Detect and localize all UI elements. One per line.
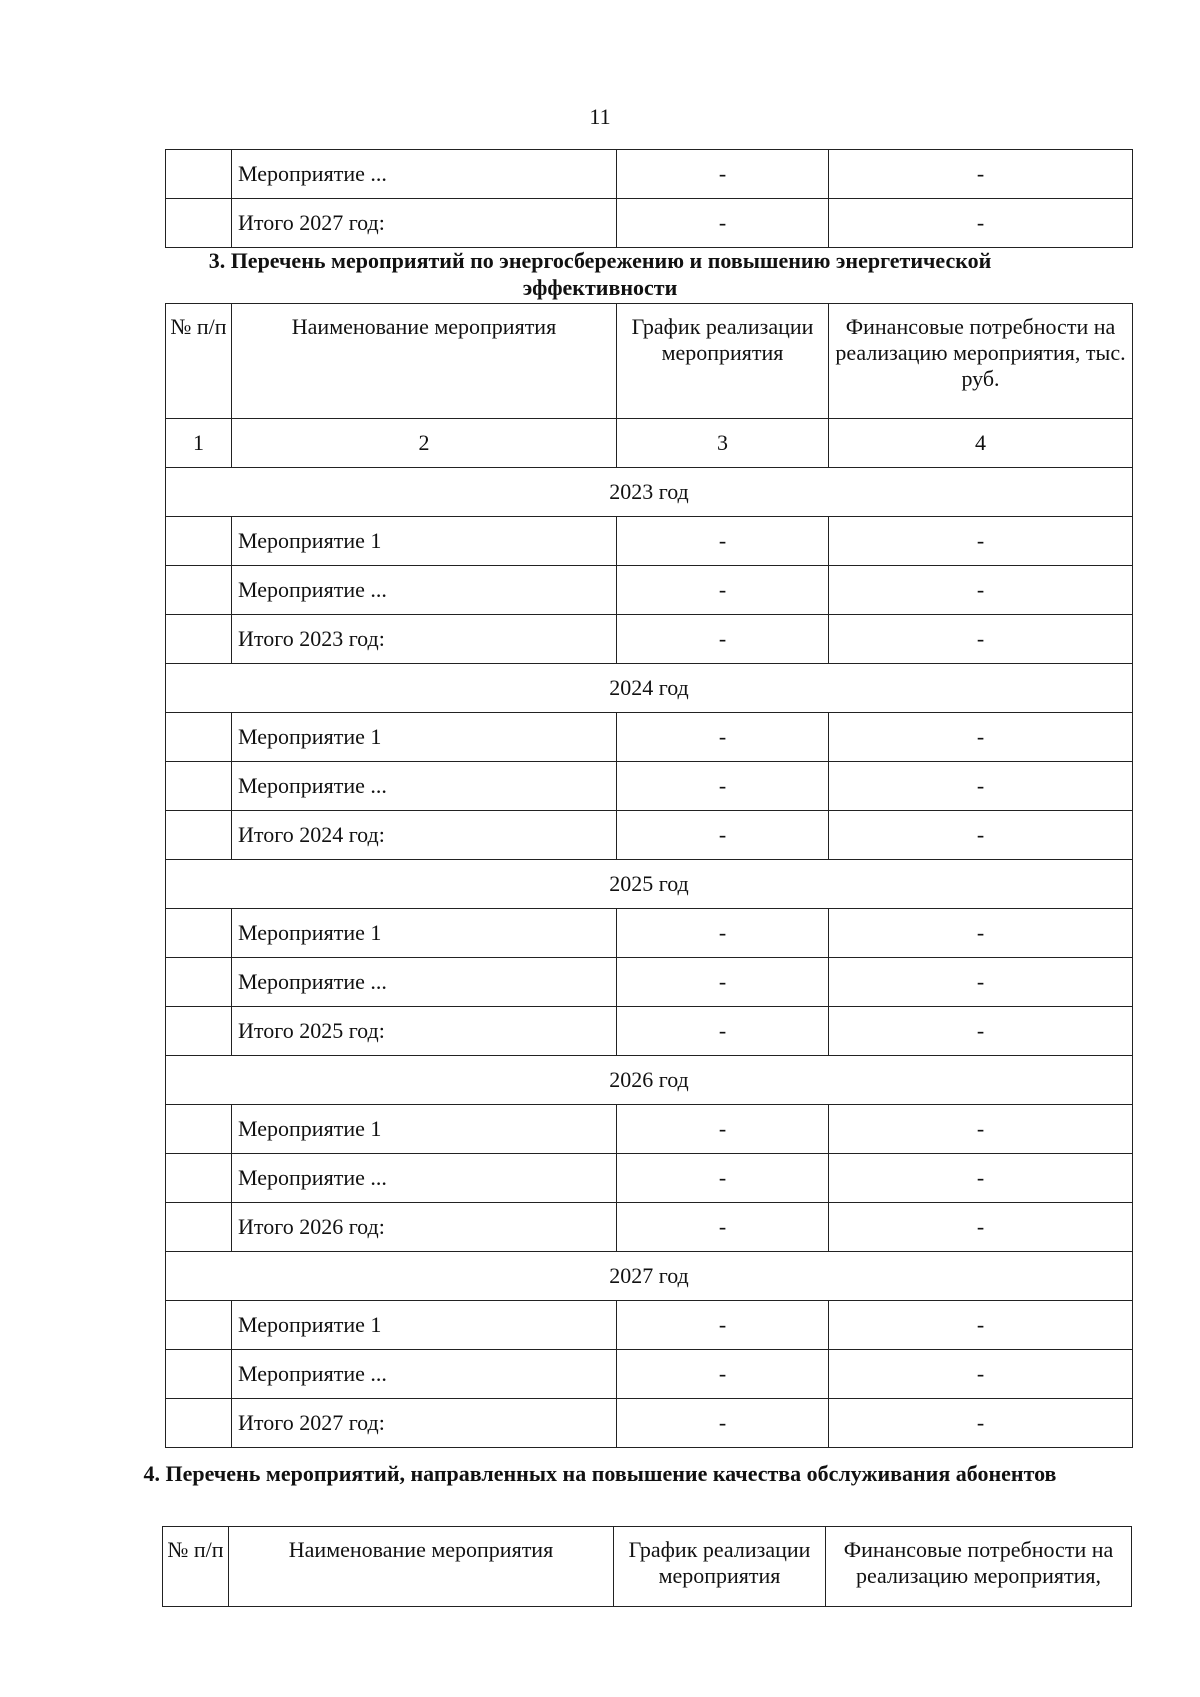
cell-schedule: - — [617, 1203, 829, 1252]
year-group-row — [166, 1056, 1133, 1105]
cell-num — [166, 1350, 232, 1399]
header-finance: Финансовые потребности на реализацию мероприятия, тыс. руб. — [829, 304, 1133, 419]
header-schedule: График реализации мероприятия — [617, 304, 829, 419]
cell-num — [166, 1301, 232, 1350]
year-label: 2023 год — [166, 468, 1133, 517]
cell-schedule: - — [617, 1154, 829, 1203]
year-group-row — [166, 860, 1133, 909]
table-row — [166, 1350, 1133, 1399]
section-4-title: 4. Перечень мероприятий, направленных на повышение качества обслуживания абонентов — [143, 1461, 1057, 1486]
column-number: 3 — [617, 419, 829, 468]
year-group-row — [166, 664, 1133, 713]
cell-num — [166, 1007, 232, 1056]
cell-finance: - — [829, 150, 1133, 199]
cell-schedule: - — [617, 615, 829, 664]
column-number: 2 — [232, 419, 617, 468]
cell-schedule: - — [617, 199, 829, 248]
cell-name: Итого 2025 год: — [232, 1007, 617, 1056]
cell-name: Итого 2024 год: — [232, 811, 617, 860]
cell-finance: - — [829, 1105, 1133, 1154]
cell-schedule: - — [617, 909, 829, 958]
cell-num — [166, 1203, 232, 1252]
table-row — [166, 517, 1133, 566]
cell-schedule: - — [617, 1105, 829, 1154]
table-row — [166, 762, 1133, 811]
year-label: 2026 год — [166, 1056, 1133, 1105]
year-label: 2025 год — [166, 860, 1133, 909]
table-row — [166, 199, 1133, 248]
cell-name: Итого 2027 год: — [232, 1399, 617, 1448]
cell-num — [166, 517, 232, 566]
cell-schedule: - — [617, 1399, 829, 1448]
cell-finance: - — [829, 762, 1133, 811]
cell-schedule: - — [617, 1350, 829, 1399]
cell-num — [166, 1399, 232, 1448]
cell-schedule: - — [617, 517, 829, 566]
cell-num — [166, 909, 232, 958]
cell-schedule: - — [617, 1301, 829, 1350]
header-num: № п/п — [163, 1527, 229, 1607]
top-table-body — [166, 150, 1133, 248]
cell-schedule: - — [617, 958, 829, 1007]
top-continuation-table — [165, 149, 1133, 248]
table-row — [166, 811, 1133, 860]
section-4-table — [162, 1526, 1132, 1607]
cell-finance: - — [829, 199, 1133, 248]
header-finance: Финансовые потребности на реализацию мероприятия, — [826, 1527, 1132, 1607]
header-name: Наименование мероприятия — [229, 1527, 614, 1607]
cell-finance: - — [829, 1350, 1133, 1399]
cell-finance: - — [829, 713, 1133, 762]
section-3-table — [165, 303, 1133, 1448]
cell-schedule: - — [617, 566, 829, 615]
table-row — [166, 566, 1133, 615]
cell-finance: - — [829, 566, 1133, 615]
cell-num — [166, 150, 232, 199]
cell-finance: - — [829, 1301, 1133, 1350]
table-row — [166, 1105, 1133, 1154]
column-number: 1 — [166, 419, 232, 468]
cell-finance: - — [829, 1007, 1133, 1056]
table-row — [166, 713, 1133, 762]
header-row — [163, 1527, 1132, 1607]
cell-finance: - — [829, 1203, 1133, 1252]
cell-name: Мероприятие 1 — [232, 713, 617, 762]
cell-finance: - — [829, 811, 1133, 860]
cell-name: Мероприятие ... — [232, 1350, 617, 1399]
cell-num — [166, 1105, 232, 1154]
cell-finance: - — [829, 958, 1133, 1007]
cell-num — [166, 615, 232, 664]
cell-finance: - — [829, 517, 1133, 566]
cell-name: Мероприятие 1 — [232, 909, 617, 958]
cell-name: Мероприятие ... — [232, 150, 617, 199]
year-label: 2027 год — [166, 1252, 1133, 1301]
cell-num — [166, 199, 232, 248]
table-row — [166, 1399, 1133, 1448]
column-number: 4 — [829, 419, 1133, 468]
cell-num — [166, 958, 232, 1007]
table-row — [166, 909, 1133, 958]
cell-finance: - — [829, 1154, 1133, 1203]
cell-name: Мероприятие 1 — [232, 517, 617, 566]
cell-schedule: - — [617, 811, 829, 860]
cell-finance: - — [829, 615, 1133, 664]
table-row — [166, 1203, 1133, 1252]
section-3-title: 3. Перечень мероприятий по энергосбережению и повышению энергетической эффективности — [208, 248, 992, 300]
cell-name: Итого 2026 год: — [232, 1203, 617, 1252]
cell-num — [166, 713, 232, 762]
cell-schedule: - — [617, 1007, 829, 1056]
header-num: № п/п — [166, 304, 232, 419]
table-row — [166, 1007, 1133, 1056]
cell-name: Итого 2023 год: — [232, 615, 617, 664]
page-number: 11 — [589, 104, 611, 129]
cell-num — [166, 566, 232, 615]
table-row — [166, 958, 1133, 1007]
cell-name: Мероприятие 1 — [232, 1301, 617, 1350]
cell-name: Мероприятие ... — [232, 958, 617, 1007]
cell-name: Мероприятие 1 — [232, 1105, 617, 1154]
cell-finance: - — [829, 909, 1133, 958]
section-4-table-body — [163, 1527, 1132, 1607]
cell-num — [166, 1154, 232, 1203]
table-row — [166, 1301, 1133, 1350]
cell-num — [166, 762, 232, 811]
cell-name: Мероприятие ... — [232, 1154, 617, 1203]
cell-schedule: - — [617, 150, 829, 199]
cell-finance: - — [829, 1399, 1133, 1448]
year-label: 2024 год — [166, 664, 1133, 713]
cell-name: Итого 2027 год: — [232, 199, 617, 248]
header-name: Наименование мероприятия — [232, 304, 617, 419]
section-3-table-body — [166, 304, 1133, 1448]
cell-schedule: - — [617, 713, 829, 762]
table-row — [166, 150, 1133, 199]
table-row — [166, 615, 1133, 664]
column-number-row — [166, 419, 1133, 468]
year-group-row — [166, 1252, 1133, 1301]
header-row — [166, 304, 1133, 419]
cell-schedule: - — [617, 762, 829, 811]
cell-name: Мероприятие ... — [232, 762, 617, 811]
header-schedule: График реализации мероприятия — [614, 1527, 826, 1607]
year-group-row — [166, 468, 1133, 517]
table-row — [166, 1154, 1133, 1203]
cell-num — [166, 811, 232, 860]
cell-name: Мероприятие ... — [232, 566, 617, 615]
